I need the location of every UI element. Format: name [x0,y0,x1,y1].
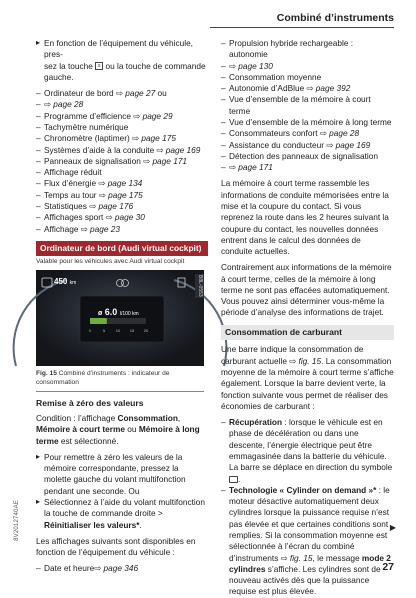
reset-step-2: ▸ Sélectionnez à l’aide du volant multifonction la touche de commande droite > Réinitialiser les valeurs*. [36,497,208,531]
list-item: – ⇨ page 130 [221,61,394,72]
reset-heading: Remise à zéro des valeurs [36,398,144,409]
document-code: 8V2012740AE [14,500,20,541]
list-item: – Systèmes d’aide à la conduite ⇨ page 169 [36,145,208,156]
list-item: – ⇨ page 28 [36,99,208,110]
list-item: – Vue d’ensemble de la mémoire à court terme [221,94,394,117]
list-item: – Autonomie d’AdBlue ⇨ page 392 [221,83,394,94]
scale-tick-label: 10 [115,328,121,334]
recuperation-item: – Récupération : lorsque le véhicule est en phase de décélération ou dans une descente, l’énergie électrique peut être emmagasinée dans la batterie du véhicule. La barre se déplace en direction du symbole . [221,417,394,485]
range-readout: 450 km [54,277,77,287]
page-header [0,0,416,34]
header-rule [210,27,394,28]
intro-paragraph: ▸ En fonction de l’équipement du véhicule, pres- sez la touche ≡ ou la touche de commande gauche. [36,38,208,83]
button-icon: ≡ [95,62,103,70]
scale-tick-label: 20 [143,328,149,334]
list-item: – Propulsion hybride rechargeable : autonomie [221,38,394,61]
list-item: – Assistance du conducteur ⇨ page 169 [221,140,394,151]
list-item: – Affichages sport ⇨ page 30 [36,212,208,223]
section-subtitle: Valable pour les véhicules avec Audi virtual cockpit [36,258,185,266]
memory-paragraph-1: La mémoire à court terme rassemble les informations de conduite mémorisées entre la mise et la coupure du contact. Si vous reprenez la route dans les 2 heures suivant la coupure du contact, les nouvelles données entrent dans le calcul des données de conduite actuelles. [221,178,389,257]
list-item: – Affichage ⇨ page 23 [36,224,208,235]
left-column [36,38,208,575]
available-displays: Les affichages suivants sont disponibles en fonction de l’équipement du véhicule : [36,535,196,558]
scale-tick-label: 0 [88,328,92,334]
section-title: Ordinateur de bord (Audi virtual cockpit) [36,241,208,256]
list-item: – Consommation moyenne [221,72,394,83]
display-list-continued [221,38,394,173]
cylinder-on-demand-item: – Technologie « Cylinder on demand »* : le moteur désactive automatiquement deux cylindres lorsque la puissance requise n’est pas élevée et que certaines conditions sont remplies. Si la consommation moyenne est sélectionnée à l’écran du combiné d’instruments ⇨ fig. 15, le message mode 2 cylindres s’affiche. Les cylindres sont de nouveau activés dès que la puissance requise est plus élevée. [221,485,394,598]
list-item: – Chronomètre (laptimer) ⇨ page 175 [36,133,208,144]
figure-tag: B8L-0553 [197,275,203,297]
scale-tick-label: 5 [102,328,106,334]
figure-caption: Fig. 15 Combiné d’instruments : indicateur de consommation [36,370,170,386]
fuel-heading: Consommation de carburant [221,325,394,341]
scale-tick-label: 15 [129,328,135,334]
memory-paragraph-2: Contrairement aux informations de la mémoire à court terme, celles de la mémoire à long terme ne sont pas effacées automatiquement. Vous pouvez ainsi déterminer vous-même la période d’analyse des informations de trajet. [221,262,392,318]
list-item: – Affichage réduit [36,167,208,178]
header-title: Combiné d’instruments [276,12,394,24]
fuel-paragraph: Une barre indique la consommation de carburant actuelle ⇨ fig. 15. La consommation moyenne de la mémoire à court terme s’affiche également. Lorsque la barre devient verte, la fonction suivante vous permet de réaliser des économies de carburant : [221,344,394,411]
list-item: – Programme d’efficience ⇨ page 29 [36,111,208,122]
consumption-bar-fill [90,318,107,324]
figure-cluster [36,270,204,366]
list-item: – Flux d’énergie ⇨ page 134 [36,178,208,189]
list-item: – Détection des panneaux de signalisation [221,151,394,162]
continue-arrow-icon: ▶ [389,523,396,532]
list-item: – ⇨ page 171 [221,162,394,173]
list-item: – Consommateurs confort ⇨ page 28 [221,128,394,139]
list-item: – Temps au tour ⇨ page 175 [36,190,208,201]
list-item: – Tachymètre numérique [36,122,208,133]
page-number: 27 [382,561,394,573]
list-item: – Vue d’ensemble de la mémoire à long terme [221,117,394,128]
list-item: – Panneaux de signalisation ⇨ page 171 [36,156,208,167]
list-item: – Statistiques ⇨ page 176 [36,201,208,212]
consumption-readout: ø 6.0 l/100 km [98,307,139,318]
list-item: – Date et heure⇨ page 346 [36,563,208,574]
display-list [36,88,208,235]
recuperation-icon [229,476,238,483]
right-column [221,38,394,598]
reset-condition: Condition : l’affichage Consommation, Mémoire à court terme ou Mémoire à long terme est sélectionné. [36,412,200,446]
reset-step-1: ▸ Pour remettre à zéro les valeurs de la mémoire correspondante, pressez la molette gauche du volant multifonction pendant une seconde. Ou [36,452,208,497]
list-item: – Ordinateur de bord ⇨ page 27 ou [36,88,208,99]
